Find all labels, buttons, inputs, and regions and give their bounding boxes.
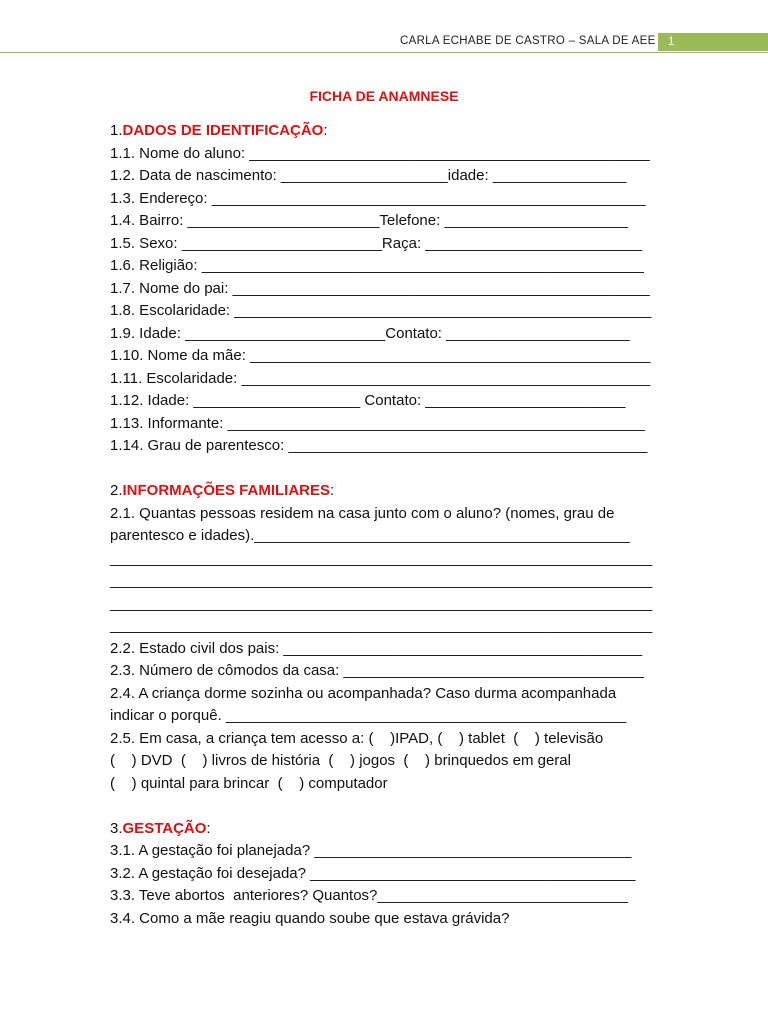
form-field-line: ( ) DVD ( ) livros de história ( ) jogos ( ) brinquedos em geral xyxy=(110,752,571,769)
form-field-line: 1.3. Endereço: ____________________________________________________ xyxy=(110,189,646,207)
section-heading xyxy=(110,480,670,503)
form-field-line: 3.2. A gestação foi desejada? _______________________________________ xyxy=(110,864,636,882)
form-field-line: 1.7. Nome do pai: __________________________________________________ xyxy=(110,279,650,297)
page-number-badge: 1 xyxy=(658,33,768,51)
form-field-line: _________________________________________________________________ xyxy=(110,549,653,567)
form-field-line: parentesco e idades)._____________________________________________ xyxy=(110,527,630,544)
form-field-line: 1.14. Grau de parentesco: ___________________________________________ xyxy=(110,437,648,454)
section-number: 1. xyxy=(110,122,123,139)
form-field-line: 1.4. Bairro: _______________________Telefone: ______________________ xyxy=(110,212,628,229)
form-field-line: indicar o porquê. ________________________________________________ xyxy=(110,707,627,724)
section-suffix: : xyxy=(206,819,211,837)
section-heading xyxy=(110,120,670,143)
form-field-line: 1.12. Idade: ____________________ Contato: ________________________ xyxy=(110,392,626,409)
header-rule xyxy=(0,52,768,53)
form-field-line: 1.1. Nome do aluno: ________________________________________________ xyxy=(110,144,650,162)
form-field-line: 1.2. Data de nascimento: ____________________idade: ________________ xyxy=(110,167,627,184)
section-number: 2. xyxy=(110,482,123,499)
form-field-line: 1.13. Informante: __________________________________________________ xyxy=(110,414,645,432)
section-title: INFORMAÇÕES FAMILIARES xyxy=(122,482,331,499)
document-title: FICHA DE ANAMNESE xyxy=(309,88,459,104)
form-field-line: 2.1. Quantas pessoas residem na casa junto com o aluno? (nomes, grau de xyxy=(110,504,615,522)
section-suffix: : xyxy=(330,482,335,499)
form-field-line: 1.8. Escolaridade: __________________________________________________ xyxy=(110,302,652,319)
form-field-line: _________________________________________________________________ xyxy=(110,594,653,612)
form-field-line: 1.10. Nome da mãe: ________________________________________________ xyxy=(110,347,651,364)
form-field-line: 1.9. Idade: ________________________Contato: ______________________ xyxy=(110,324,630,342)
section-number: 3. xyxy=(110,819,123,837)
form-field-line: 3.4. Como a mãe reagiu quando soube que estava grávida? xyxy=(110,909,510,927)
form-field-line: 1.6. Religião: _____________________________________________________ xyxy=(110,257,644,274)
section-title: DADOS DE IDENTIFICAÇÃO xyxy=(122,122,324,139)
section-suffix: : xyxy=(323,122,328,139)
form-field-line: _________________________________________________________________ xyxy=(110,617,653,634)
section-heading xyxy=(110,818,670,841)
form-field-line: 1.5. Sexo: ________________________Raça: __________________________ xyxy=(110,234,643,252)
form-field-line: 2.4. A criança dorme sozinha ou acompanhada? Caso durma acompanhada xyxy=(110,684,617,702)
form-field-line: 1.11. Escolaridade: _________________________________________________ xyxy=(110,369,651,387)
header-author: CARLA ECHABE DE CASTRO – SALA DE AEE xyxy=(400,35,656,47)
form-field-line: 3.1. A gestação foi planejada? ______________________________________ xyxy=(110,842,632,859)
form-field-line: ( ) quintal para brincar ( ) computador xyxy=(110,774,388,792)
section-title: GESTAÇÃO xyxy=(122,819,207,837)
form-field-line: 3.3. Teve abortos anteriores? Quantos?______________________________ xyxy=(110,887,628,904)
form-field-line: 2.3. Número de cômodos da casa: ____________________________________ xyxy=(110,662,644,679)
form-field-line: 2.5. Em casa, a criança tem acesso a: ( )IPAD, ( ) tablet ( ) televisão xyxy=(110,729,604,747)
form-content xyxy=(110,120,670,930)
form-field-line: 2.2. Estado civil dos pais: ___________________________________________ xyxy=(110,639,643,657)
form-field-line: _________________________________________________________________ xyxy=(110,572,653,589)
